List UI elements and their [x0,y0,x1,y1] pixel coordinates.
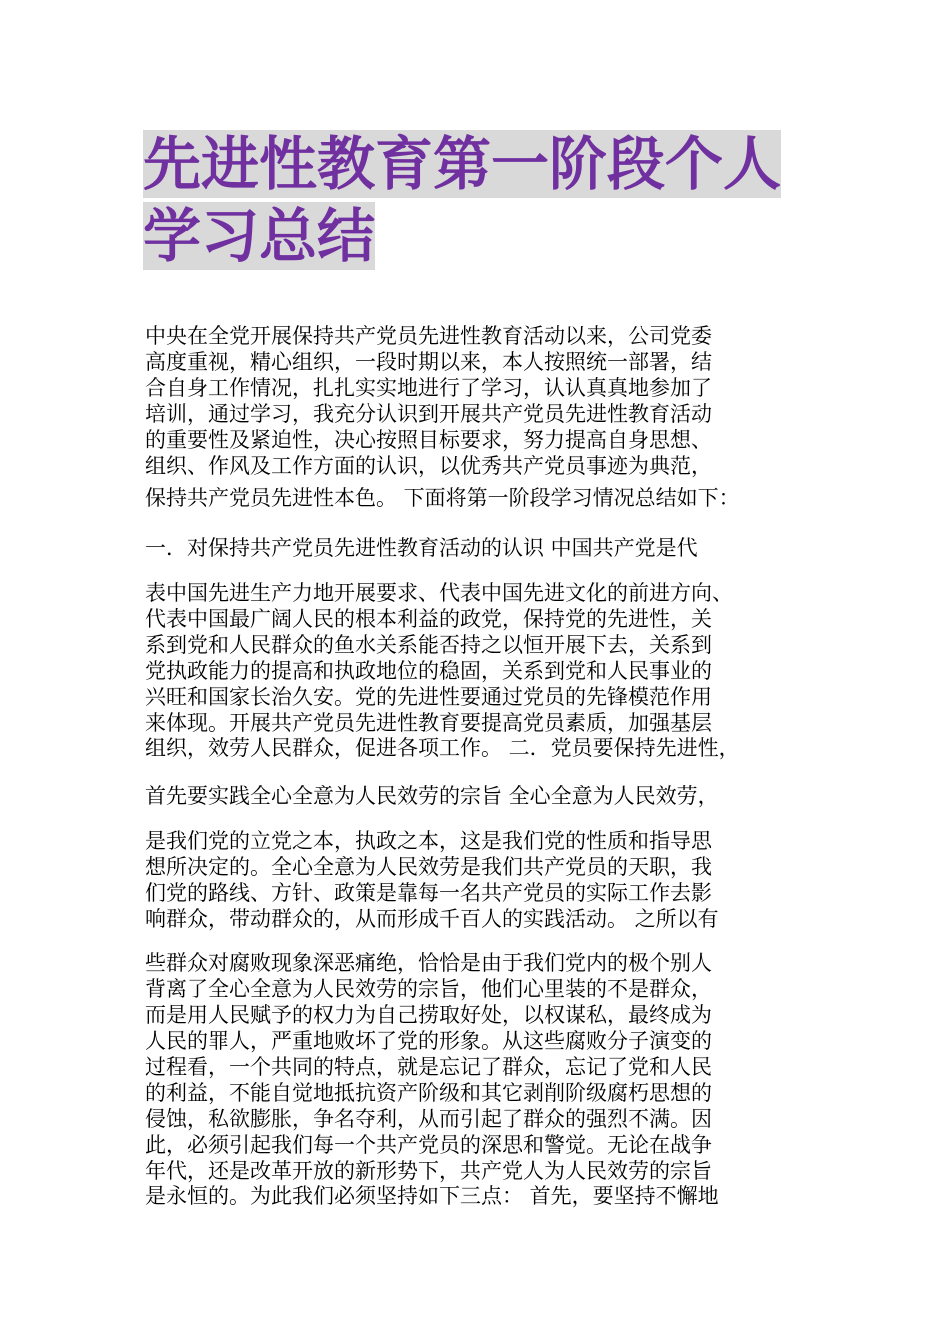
text-line: 们党的路线、方针、政策是靠每一名共产党员的实际工作去影 [145,881,712,905]
paragraph-block [145,580,810,736]
paragraph-block [145,783,810,809]
paragraph-block [145,906,810,932]
text-line: 党执政能力的提高和执政地位的稳固，关系到党和人民事业的 [145,659,712,683]
paragraph-block [145,485,810,511]
text-line: 想所决定的。全心全意为人民效劳是我们共产党员的天职，我 [145,855,712,879]
paragraph-block [145,950,810,1184]
text-line: 兴旺和国家长治久安。党的先进性要通过党员的先锋模范作用 [145,685,712,709]
text-line: 的利益，不能自觉地抵抗资产阶级和其它剥削阶级腐朽思想的 [145,1081,712,1105]
paragraph-block [145,735,810,761]
text-line: 此，必须引起我们每一个共产党员的深思和警觉。无论在战争 [145,1133,712,1157]
text-line: 是我们党的立党之本，执政之本，这是我们党的性质和指导思 [145,829,712,853]
text-line: 侵蚀，私欲膨胀，争名夺利，从而引起了群众的强烈不满。因 [145,1107,712,1131]
text-line: 代表中国最广阔人民的根本利益的政党，保持党的先进性，关 [145,607,712,631]
text-line: 响群众，带动群众的，从而形成千百人的实践活动。 之所以有 [145,907,719,931]
text-line: 一．对保持共产党员先进性教育活动的认识 中国共产党是代 [145,536,698,560]
paragraph-block [145,828,810,906]
text-line: 来体现。开展共产党员先进性教育要提高党员素质，加强基层 [145,711,712,735]
document-title [143,128,823,272]
text-line: 背离了全心全意为人民效劳的宗旨，他们心里装的不是群众， [145,977,712,1001]
text-line: 过程看，一个共同的特点，就是忘记了群众，忘记了党和人民 [145,1055,712,1079]
text-line: 人民的罪人，严重地败坏了党的形象。从这些腐败分子演变的 [145,1029,712,1053]
paragraph-block [145,1183,810,1209]
text-line: 是永恒的。为此我们必须坚持如下三点： 首先，要坚持不懈地 [145,1184,719,1208]
text-line: 系到党和人民群众的鱼水关系能否持之以恒开展下去，关系到 [145,633,712,657]
text-line: 组织、作风及工作方面的认识，以优秀共产党员事迹为典范， [145,454,712,478]
text-line: 的重要性及紧迫性，决心按照目标要求，努力提高自身思想、 [145,428,712,452]
text-line: 保持共产党员先进性本色。 下面将第一阶段学习情况总结如下： [145,486,740,510]
text-line: 组织，效劳人民群众，促进各项工作。 二．党员要保持先进性， [145,736,740,760]
paragraph-block [145,323,810,479]
text-line: 首先要实践全心全意为人民效劳的宗旨 全心全意为人民效劳， [145,784,719,808]
text-line: 高度重视，精心组织，一段时期以来，本人按照统一部署，结 [145,350,712,374]
text-line: 中央在全党开展保持共产党员先进性教育活动以来，公司党委 [145,324,712,348]
paragraph-block [145,535,810,561]
text-line: 些群众对腐败现象深恶痛绝，恰恰是由于我们党内的极个别人 [145,951,712,975]
text-line: 合自身工作情况，扎扎实实地进行了学习，认认真真地参加了 [145,376,712,400]
text-line: 而是用人民赋予的权力为自己捞取好处，以权谋私，最终成为 [145,1003,712,1027]
title-line-2: 学习总结 [143,202,376,270]
text-line: 年代，还是改革开放的新形势下，共产党人为人民效劳的宗旨 [145,1159,712,1183]
title-line-1: 先进性教育第一阶段个人 [143,130,782,198]
text-line: 表中国先进生产力地开展要求、代表中国先进文化的前进方向、 [145,581,733,605]
text-line: 培训，通过学习，我充分认识到开展共产党员先进性教育活动 [145,402,712,426]
